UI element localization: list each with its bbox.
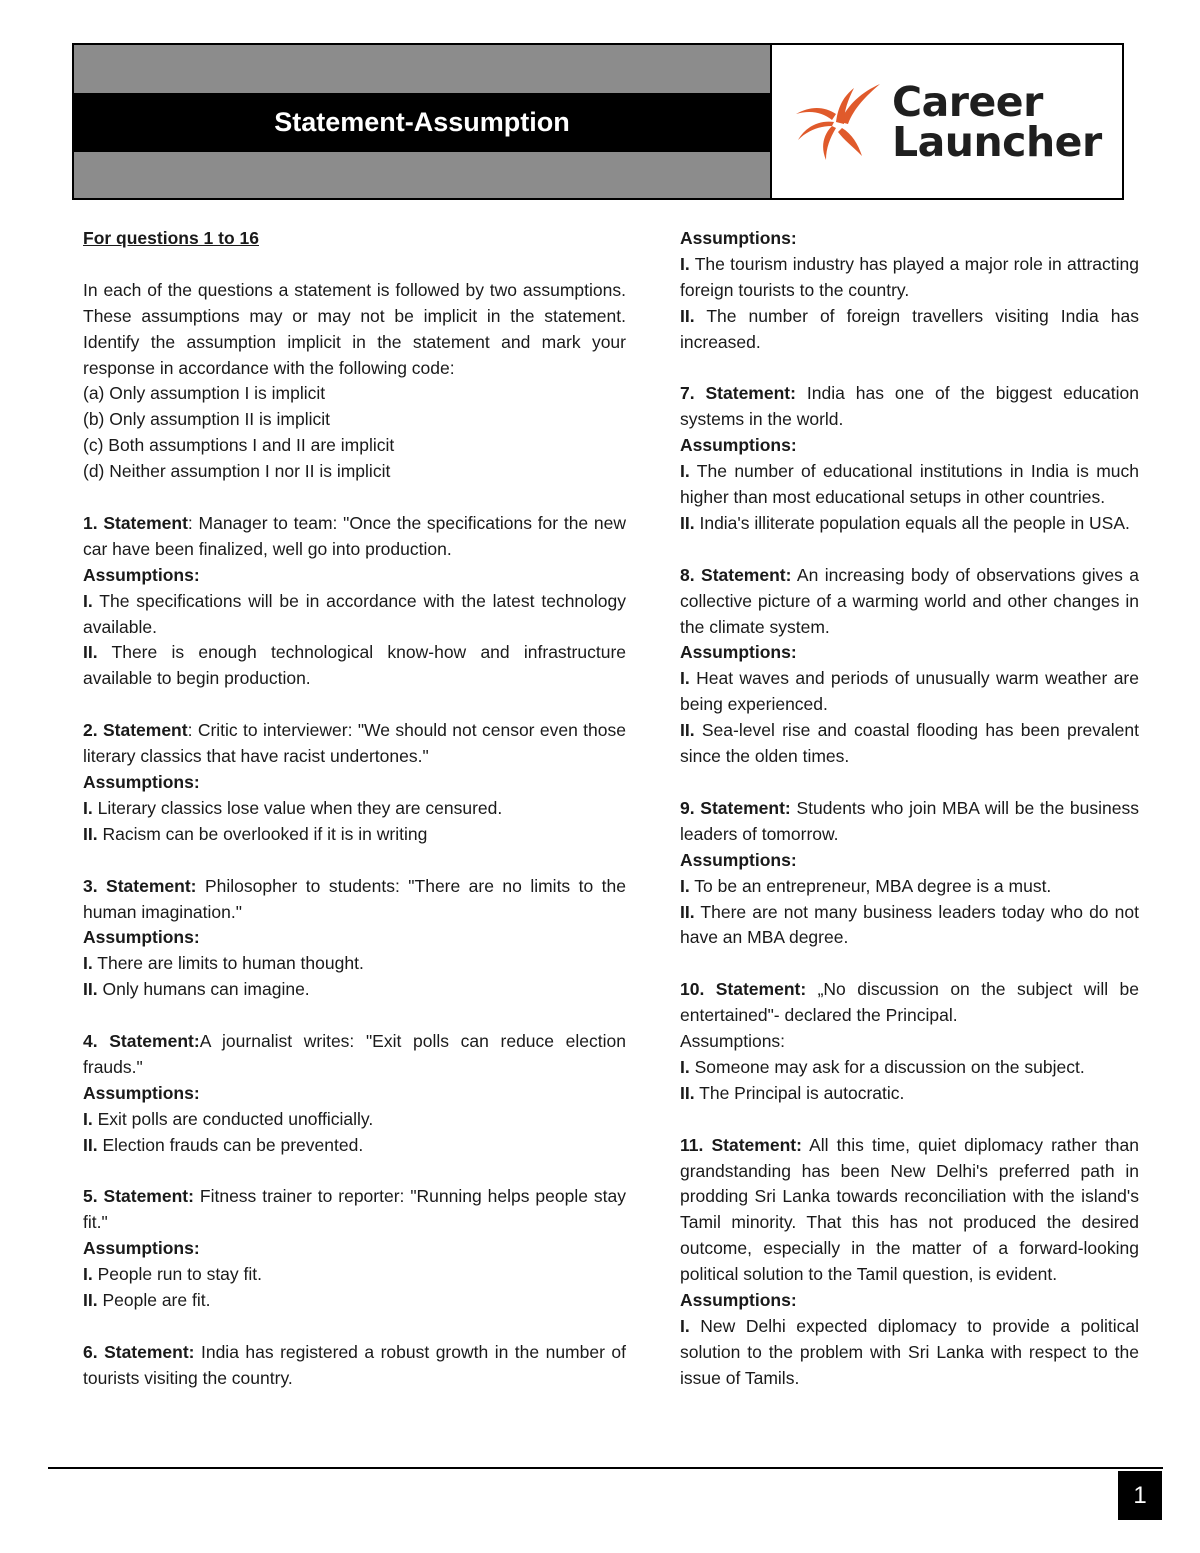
option-a: (a) Only assumption I is implicit bbox=[83, 383, 326, 404]
page-title: Statement-Assumption bbox=[274, 107, 570, 137]
title-band bbox=[74, 93, 770, 152]
title-block bbox=[74, 45, 772, 198]
option-c: (c) Both assumptions I and II are implicit bbox=[83, 435, 395, 456]
page-number: 1 bbox=[1118, 1471, 1162, 1520]
question-6-assumptions: Assumptions: I. The tourism industry has played a major role in attracting foreign tourists to the country. II. The number of foreign travellers visiting India has increased. bbox=[680, 228, 1140, 352]
question-10: 10. Statement: „No discussion on the subject will be entertained"- declared the Principal. Assumptions: I. Someone may ask for a discussion on the subject. II. The Principal is autocratic. bbox=[680, 979, 1139, 1103]
logo-line-1: Career bbox=[892, 77, 1043, 126]
option-d: (d) Neither assumption I nor II is implicit bbox=[83, 461, 391, 482]
section-heading: For questions 1 to 16 bbox=[83, 228, 259, 248]
option-b: (b) Only assumption II is implicit bbox=[83, 409, 331, 430]
question-2: 2. Statement: Critic to interviewer: "We should not censor even those literary classics that have racist undertones." Assumptions: I. Literary classics lose value when they are censured. II. Racism can be overlooked if it is in writing bbox=[83, 720, 626, 844]
logo-line-2: Launcher bbox=[892, 117, 1102, 166]
question-3: 3. Statement: Philosopher to students: "There are no limits to the human imagination." Assumptions: I. There are limits to human thought. II. Only humans can imagine. bbox=[83, 875, 626, 1000]
logo bbox=[772, 45, 1122, 198]
logo-wordmark bbox=[892, 77, 1102, 166]
question-6: 6. Statement: India has registered a robust growth in the number of tourists visiting the country. bbox=[83, 1341, 626, 1388]
title-band-top bbox=[74, 45, 770, 93]
title-band-bottom bbox=[74, 152, 770, 198]
header-banner bbox=[72, 43, 1124, 200]
question-8: 8. Statement: An increasing body of observations gives a collective picture of a warming world and other changes in the climate system. Assumptions: I. Heat waves and periods of unusually warm weather are being experienced. II. Sea-level rise and coastal flooding has been prevalent since the olden times. bbox=[680, 564, 1139, 767]
question-11: 11. Statement: All this time, quiet diplomacy rather than grandstanding has been New Delhi's preferred path in prodding Sri Lanka towards reconciliation with the island's Tamil minority. That this has not produced the desired outcome, especially in the matter of a forward-looking political solution to the Tamil question, is evident. Assumptions: I. New Delhi expected diplomacy to provide a political solution to the problem with Sri Lanka with respect to the issue of Tamils. bbox=[680, 1134, 1139, 1388]
question-1: 1. Statement: Manager to team: "Once the specifications for the new car have been finalized, well go into production. Assumptions: I. The specifications will be in accordance with the latest technology available. II. There is enough technological know-how and infrastructure available to begin production. bbox=[83, 512, 627, 689]
right-column bbox=[680, 226, 1139, 1392]
left-column bbox=[83, 226, 626, 1392]
question-7: 7. Statement: India has one of the biggest education systems in the world. Assumptions: I. The number of educational institutions in India is much higher than most educational setups in other countries. II. India's illiterate population equals all the people in USA. bbox=[680, 383, 1140, 533]
question-4: 4. Statement:A journalist writes: "Exit polls can reduce election frauds." Assumptions: I. Exit polls are conducted unofficially. II. Election frauds can be prevented. bbox=[83, 1031, 626, 1155]
question-5: 5. Statement: Fitness trainer to reporter: "Running helps people stay fit." Assumptions: I. People run to stay fit. II. People are fit. bbox=[83, 1186, 626, 1311]
footer-rule bbox=[48, 1467, 1163, 1469]
rocket-swirl-icon bbox=[792, 82, 884, 162]
question-9: 9. Statement: Students who join MBA will be the business leaders of tomorrow. Assumptions: I. To be an entrepreneur, MBA degree is a must. II. There are not many business leaders today who do not have an MBA degree. bbox=[680, 797, 1139, 948]
instructions: In each of the questions a statement is followed by two assumptions. These assumptions may or may not be implicit in the statement. Identify the assumption implicit in the statement and mark your response in accordance with the following code: bbox=[83, 279, 626, 378]
